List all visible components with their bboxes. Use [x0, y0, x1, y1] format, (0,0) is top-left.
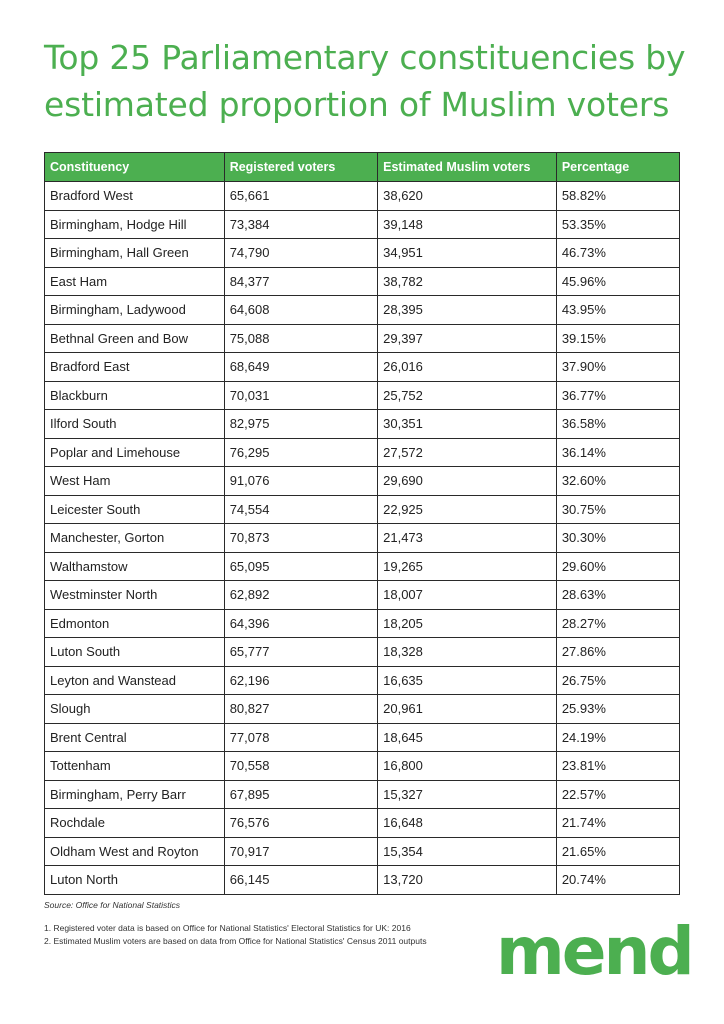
cell-registered-voters: 65,095: [224, 552, 377, 581]
table-header-row: [45, 153, 680, 182]
cell-percentage: 27.86%: [556, 638, 679, 667]
cell-estimated-muslim-voters: 18,007: [378, 581, 557, 610]
cell-registered-voters: 84,377: [224, 267, 377, 296]
cell-registered-voters: 62,892: [224, 581, 377, 610]
cell-registered-voters: 77,078: [224, 723, 377, 752]
cell-registered-voters: 73,384: [224, 210, 377, 239]
cell-constituency: Manchester, Gorton: [45, 524, 225, 553]
table-row: [45, 353, 680, 382]
mend-logo: mend: [496, 913, 692, 990]
cell-estimated-muslim-voters: 18,328: [378, 638, 557, 667]
column-header-registered-voters: Registered voters: [224, 153, 377, 182]
page-title: Top 25 Parliamentary constituencies by estimated proportion of Muslim voters: [44, 38, 686, 124]
cell-constituency: Birmingham, Ladywood: [45, 296, 225, 325]
table-row: [45, 609, 680, 638]
cell-percentage: 25.93%: [556, 695, 679, 724]
cell-constituency: West Ham: [45, 467, 225, 496]
table-row: [45, 752, 680, 781]
cell-estimated-muslim-voters: 18,645: [378, 723, 557, 752]
cell-constituency: Oldham West and Royton: [45, 837, 225, 866]
cell-registered-voters: 64,396: [224, 609, 377, 638]
table-row: [45, 438, 680, 467]
cell-estimated-muslim-voters: 29,397: [378, 324, 557, 353]
cell-estimated-muslim-voters: 21,473: [378, 524, 557, 553]
cell-estimated-muslim-voters: 18,205: [378, 609, 557, 638]
table-row: [45, 324, 680, 353]
table-row: [45, 524, 680, 553]
table-row: [45, 695, 680, 724]
column-header-percentage: Percentage: [556, 153, 679, 182]
cell-estimated-muslim-voters: 16,800: [378, 752, 557, 781]
cell-registered-voters: 74,790: [224, 239, 377, 268]
cell-constituency: Bradford East: [45, 353, 225, 382]
cell-percentage: 28.63%: [556, 581, 679, 610]
cell-constituency: Ilford South: [45, 410, 225, 439]
cell-registered-voters: 68,649: [224, 353, 377, 382]
cell-percentage: 37.90%: [556, 353, 679, 382]
cell-percentage: 32.60%: [556, 467, 679, 496]
cell-estimated-muslim-voters: 25,752: [378, 381, 557, 410]
cell-registered-voters: 66,145: [224, 866, 377, 895]
table-row: [45, 581, 680, 610]
table-row: [45, 866, 680, 895]
cell-registered-voters: 70,558: [224, 752, 377, 781]
source-note: Source: Office for National Statistics: [44, 900, 181, 910]
cell-estimated-muslim-voters: 39,148: [378, 210, 557, 239]
cell-registered-voters: 76,295: [224, 438, 377, 467]
table-row: [45, 837, 680, 866]
cell-percentage: 21.74%: [556, 809, 679, 838]
cell-percentage: 22.57%: [556, 780, 679, 809]
cell-percentage: 36.58%: [556, 410, 679, 439]
cell-percentage: 24.19%: [556, 723, 679, 752]
cell-estimated-muslim-voters: 15,327: [378, 780, 557, 809]
cell-percentage: 36.14%: [556, 438, 679, 467]
cell-estimated-muslim-voters: 38,782: [378, 267, 557, 296]
table-row: [45, 809, 680, 838]
cell-registered-voters: 62,196: [224, 666, 377, 695]
cell-percentage: 39.15%: [556, 324, 679, 353]
footnotes: [44, 922, 427, 948]
footnote-2: 2. Estimated Muslim voters are based on data from Office for National Statistics' Census 2011 outputs: [44, 936, 427, 946]
cell-registered-voters: 80,827: [224, 695, 377, 724]
cell-estimated-muslim-voters: 26,016: [378, 353, 557, 382]
cell-estimated-muslim-voters: 27,572: [378, 438, 557, 467]
cell-constituency: Edmonton: [45, 609, 225, 638]
cell-percentage: 53.35%: [556, 210, 679, 239]
table-row: [45, 467, 680, 496]
cell-registered-voters: 70,873: [224, 524, 377, 553]
cell-constituency: Luton South: [45, 638, 225, 667]
cell-registered-voters: 74,554: [224, 495, 377, 524]
table-row: [45, 410, 680, 439]
cell-constituency: Leicester South: [45, 495, 225, 524]
cell-estimated-muslim-voters: 30,351: [378, 410, 557, 439]
cell-percentage: 30.75%: [556, 495, 679, 524]
table-row: [45, 239, 680, 268]
cell-estimated-muslim-voters: 19,265: [378, 552, 557, 581]
cell-estimated-muslim-voters: 16,648: [378, 809, 557, 838]
cell-estimated-muslim-voters: 29,690: [378, 467, 557, 496]
cell-estimated-muslim-voters: 20,961: [378, 695, 557, 724]
cell-registered-voters: 91,076: [224, 467, 377, 496]
cell-constituency: Tottenham: [45, 752, 225, 781]
cell-percentage: 43.95%: [556, 296, 679, 325]
column-header-constituency: Constituency: [45, 153, 225, 182]
cell-constituency: Blackburn: [45, 381, 225, 410]
cell-percentage: 23.81%: [556, 752, 679, 781]
cell-estimated-muslim-voters: 22,925: [378, 495, 557, 524]
cell-percentage: 45.96%: [556, 267, 679, 296]
cell-percentage: 30.30%: [556, 524, 679, 553]
table-body: [45, 182, 680, 895]
cell-constituency: Birmingham, Hall Green: [45, 239, 225, 268]
cell-constituency: East Ham: [45, 267, 225, 296]
cell-estimated-muslim-voters: 34,951: [378, 239, 557, 268]
cell-constituency: Birmingham, Hodge Hill: [45, 210, 225, 239]
table-row: [45, 552, 680, 581]
cell-constituency: Walthamstow: [45, 552, 225, 581]
cell-percentage: 26.75%: [556, 666, 679, 695]
cell-registered-voters: 70,031: [224, 381, 377, 410]
column-header-estimated-muslim-voters: Estimated Muslim voters: [378, 153, 557, 182]
cell-constituency: Luton North: [45, 866, 225, 895]
cell-percentage: 21.65%: [556, 837, 679, 866]
cell-constituency: Rochdale: [45, 809, 225, 838]
cell-registered-voters: 67,895: [224, 780, 377, 809]
cell-estimated-muslim-voters: 28,395: [378, 296, 557, 325]
cell-constituency: Bethnal Green and Bow: [45, 324, 225, 353]
cell-constituency: Bradford West: [45, 182, 225, 211]
constituency-table: [44, 152, 680, 895]
cell-percentage: 36.77%: [556, 381, 679, 410]
table-row: [45, 638, 680, 667]
footnote-1: 1. Registered voter data is based on Office for National Statistics' Electoral Statistics for UK: 2016: [44, 923, 411, 933]
cell-constituency: Leyton and Wanstead: [45, 666, 225, 695]
cell-estimated-muslim-voters: 38,620: [378, 182, 557, 211]
table-row: [45, 495, 680, 524]
cell-constituency: Brent Central: [45, 723, 225, 752]
table-row: [45, 666, 680, 695]
cell-estimated-muslim-voters: 16,635: [378, 666, 557, 695]
cell-constituency: Westminster North: [45, 581, 225, 610]
table-row: [45, 381, 680, 410]
cell-registered-voters: 65,661: [224, 182, 377, 211]
cell-registered-voters: 76,576: [224, 809, 377, 838]
cell-percentage: 28.27%: [556, 609, 679, 638]
table-row: [45, 296, 680, 325]
table-row: [45, 210, 680, 239]
cell-registered-voters: 65,777: [224, 638, 377, 667]
table-row: [45, 267, 680, 296]
cell-constituency: Birmingham, Perry Barr: [45, 780, 225, 809]
cell-percentage: 20.74%: [556, 866, 679, 895]
cell-registered-voters: 70,917: [224, 837, 377, 866]
cell-percentage: 46.73%: [556, 239, 679, 268]
cell-percentage: 29.60%: [556, 552, 679, 581]
cell-percentage: 58.82%: [556, 182, 679, 211]
cell-registered-voters: 75,088: [224, 324, 377, 353]
cell-estimated-muslim-voters: 13,720: [378, 866, 557, 895]
table-row: [45, 723, 680, 752]
cell-registered-voters: 64,608: [224, 296, 377, 325]
cell-registered-voters: 82,975: [224, 410, 377, 439]
table-row: [45, 780, 680, 809]
cell-constituency: Poplar and Limehouse: [45, 438, 225, 467]
cell-estimated-muslim-voters: 15,354: [378, 837, 557, 866]
cell-constituency: Slough: [45, 695, 225, 724]
table-row: [45, 182, 680, 211]
